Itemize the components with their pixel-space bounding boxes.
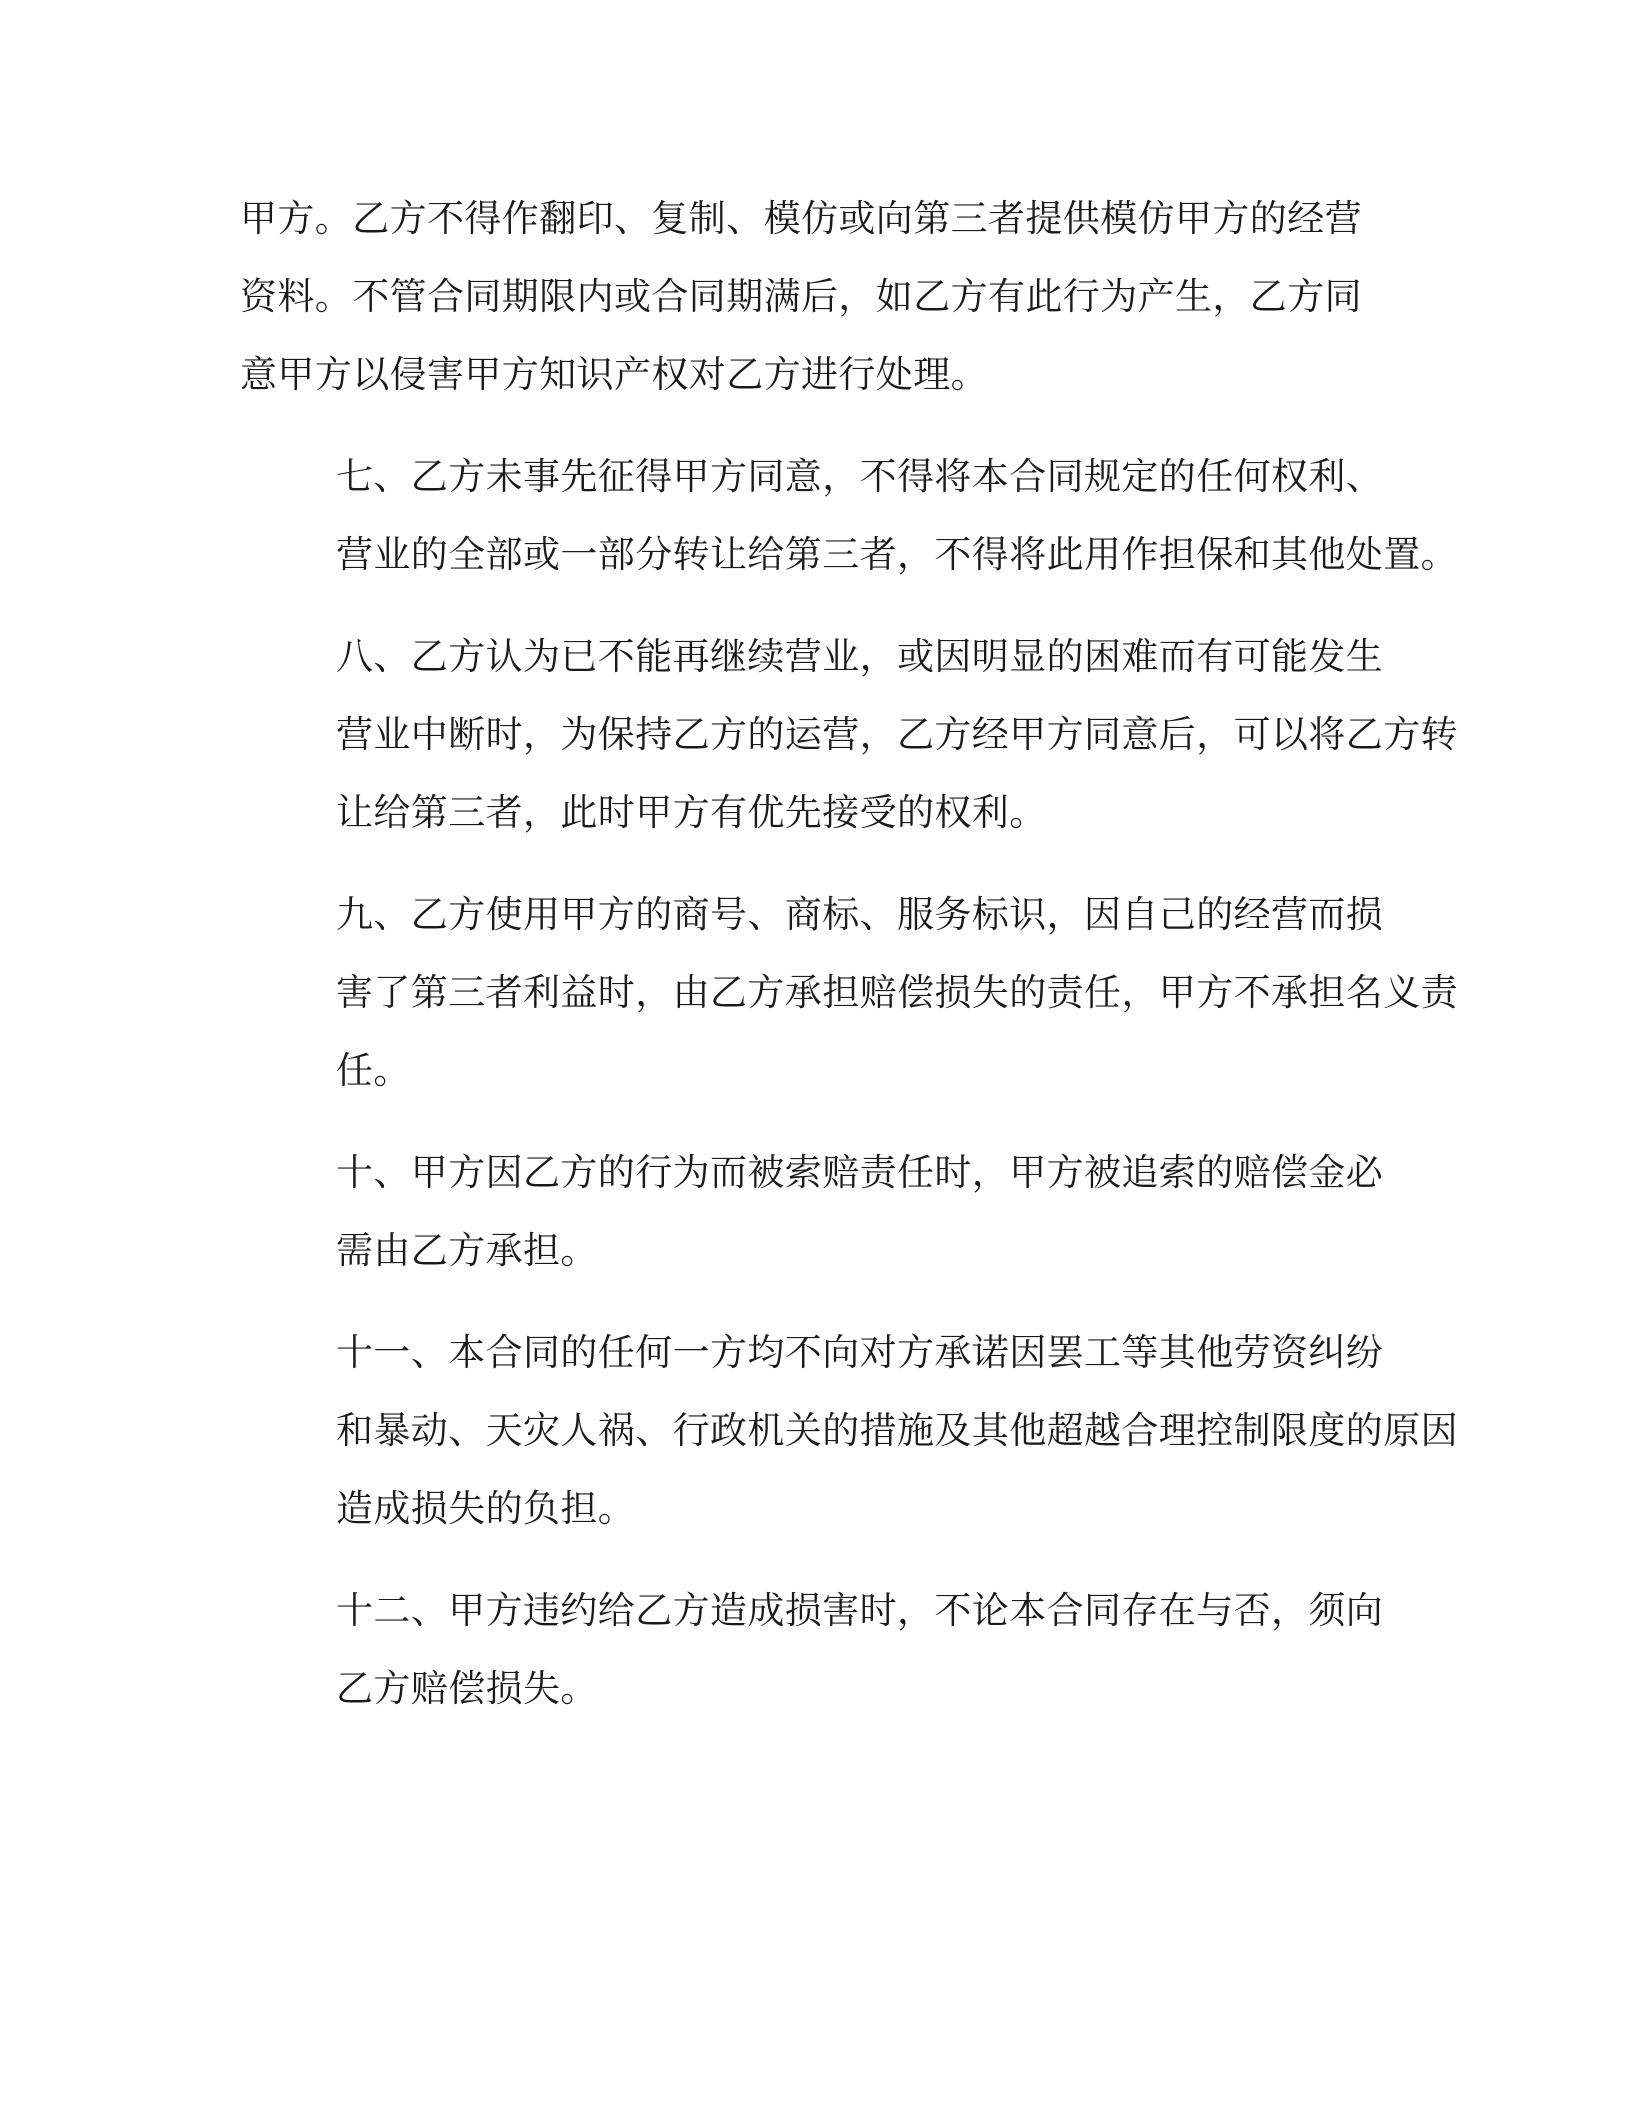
text-line: 八、乙方认为已不能再继续营业，或因明显的困难而有可能发生 (336, 635, 1384, 678)
paragraph-clause-9 (240, 876, 1458, 1110)
paragraph-clause-7 (240, 438, 1458, 594)
text-line: 意甲方以侵害甲方知识产权对乙方进行处理。 (240, 353, 988, 396)
text-line: 让给第三者，此时甲方有优先接受的权利。 (336, 791, 1047, 834)
text-line: 十二、甲方违约给乙方造成损害时，不论本合同存在与否，须向 (336, 1589, 1384, 1632)
text-line: 造成损失的负担。 (336, 1487, 636, 1530)
text-line: 营业中断时，为保持乙方的运营，乙方经甲方同意后，可以将乙方转 (336, 713, 1458, 756)
paragraph-intellectual-property (240, 180, 1380, 414)
paragraph-clause-11 (240, 1314, 1458, 1548)
text-line: 七、乙方未事先征得甲方同意，不得将本合同规定的任何权利、 (336, 455, 1384, 498)
text-line: 任。 (336, 1049, 411, 1092)
text-line: 九、乙方使用甲方的商号、商标、服务标识，因自己的经营而损 (336, 893, 1384, 936)
paragraph-clause-10 (240, 1134, 1384, 1290)
text-line: 乙方赔偿损失。 (336, 1667, 598, 1710)
paragraph-clause-8 (240, 618, 1458, 852)
text-line: 甲方。乙方不得作翻印、复制、模仿或向第三者提供模仿甲方的经营 (240, 197, 1362, 240)
text-line: 十、甲方因乙方的行为而被索赔责任时，甲方被追索的赔偿金必 (336, 1151, 1384, 1194)
text-line: 十一、本合同的任何一方均不向对方承诺因罢工等其他劳资纠纷 (336, 1331, 1384, 1374)
paragraph-clause-12 (240, 1572, 1384, 1728)
document-body (240, 180, 1458, 1752)
text-line: 害了第三者利益时，由乙方承担赔偿损失的责任，甲方不承担名义责 (336, 971, 1458, 1014)
text-line: 资料。不管合同期限内或合同期满后，如乙方有此行为产生，乙方同 (240, 275, 1362, 318)
text-line: 和暴动、天灾人祸、行政机关的措施及其他超越合理控制限度的原因 (336, 1409, 1458, 1452)
text-line: 营业的全部或一部分转让给第三者，不得将此用作担保和其他处置。 (336, 533, 1458, 576)
text-line: 需由乙方承担。 (336, 1229, 598, 1272)
